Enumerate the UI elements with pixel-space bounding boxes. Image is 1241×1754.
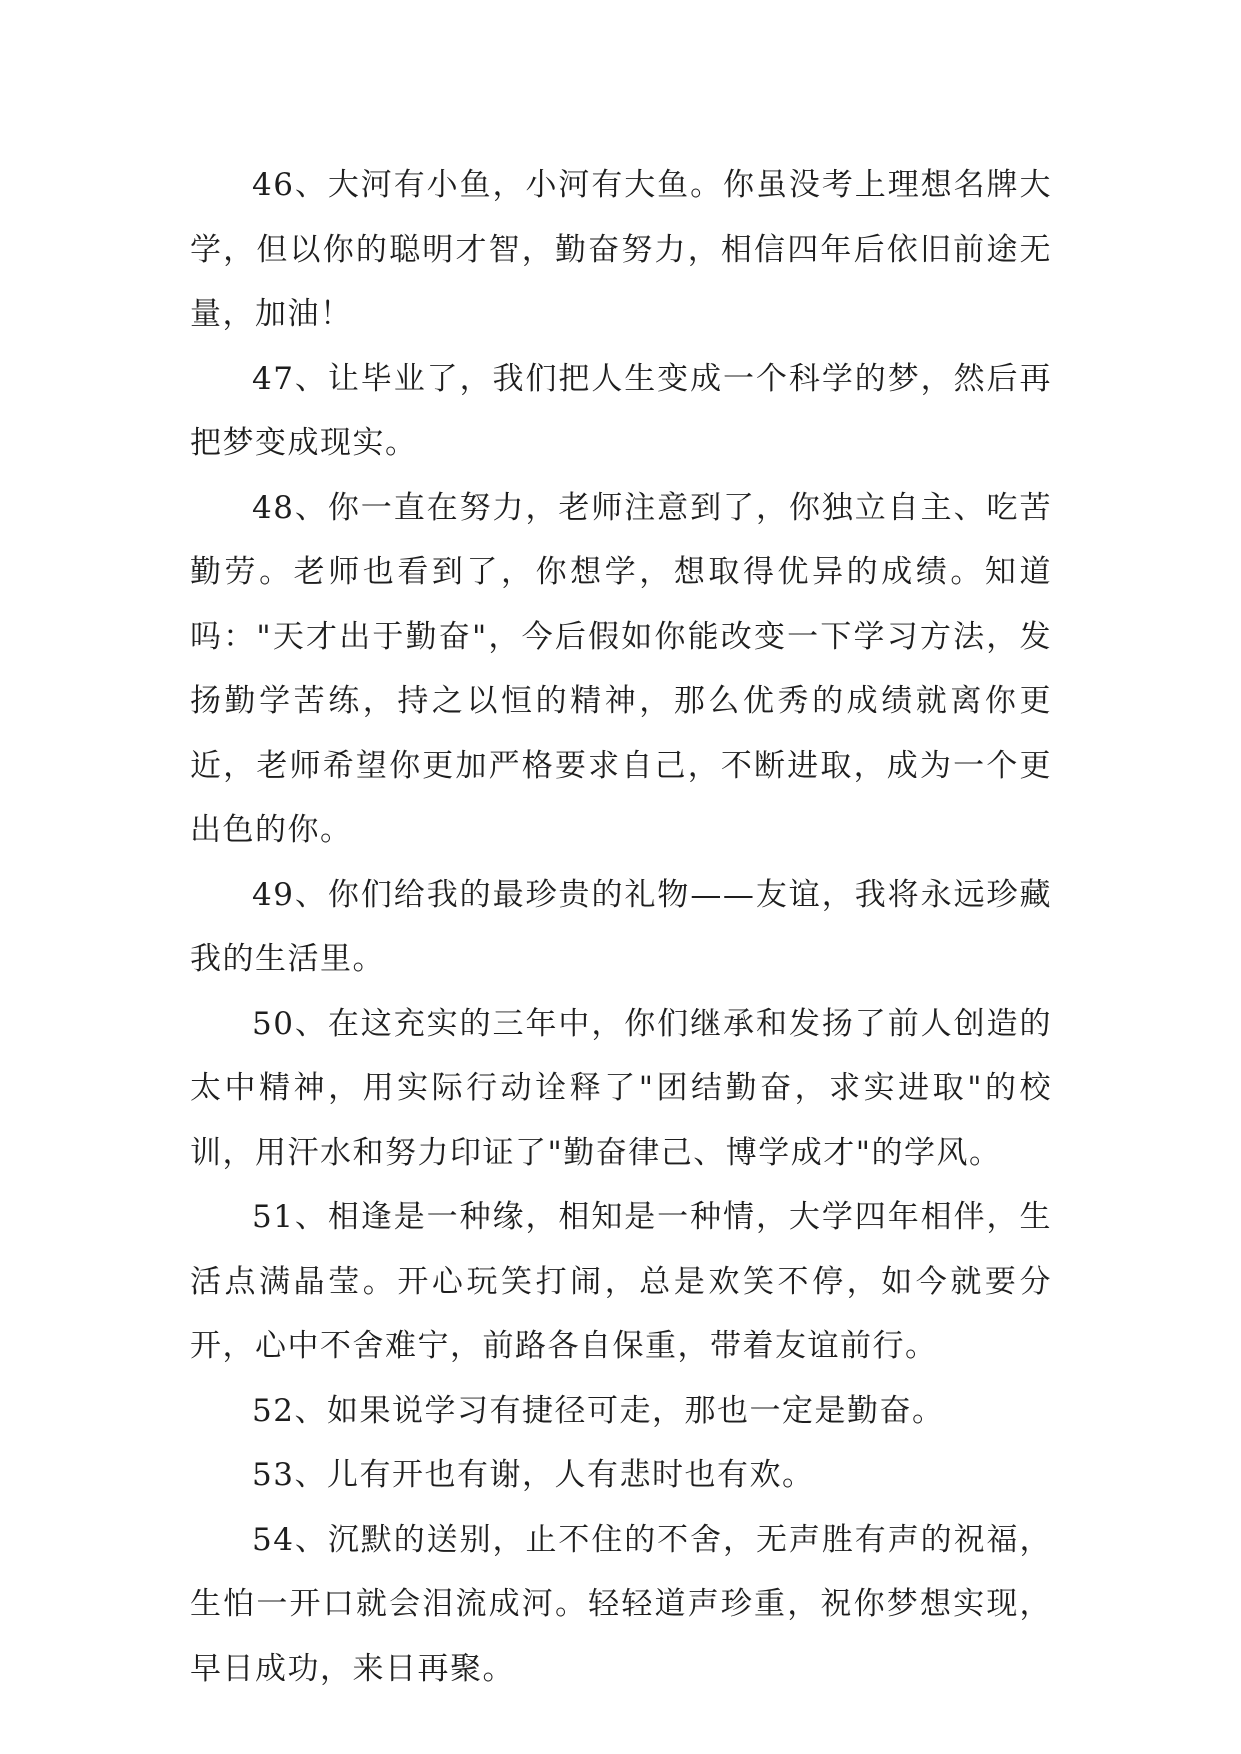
paragraph-54: 54、沉默的送别，止不住的不舍，无声胜有声的祝福，生怕一开口就会泪流成河。轻轻道声珍重，祝你梦想实现，早日成功，来日再聚。 xyxy=(190,1521,1052,1687)
paragraph-46: 46、大河有小鱼，小河有大鱼。你虽没考上理想名牌大学，但以你的聪明才智，勤奋努力，相信四年后依旧前途无量，加油！ xyxy=(190,167,1052,332)
paragraph-52: 52、如果说学习有捷径可走，那也一定是勤奋。 xyxy=(252,1392,945,1429)
paragraph-51: 51、相逢是一种缘，相知是一种情，大学四年相伴，生活点满晶莹。开心玩笑打闹，总是欢笑不停，如今就要分开，心中不舍难宁，前路各自保重，带着友谊前行。 xyxy=(190,1199,1052,1364)
paragraph-48: 48、你一直在努力，老师注意到了，你独立自主、吃苦勤劳。老师也看到了，你想学，想取得优异的成绩。知道吗："天才出于勤奋"，今后假如你能改变一下学习方法，发扬勤学苦练，持之以恒的精神，那么优秀的成绩就离你更近，老师希望你更加严格要求自己，不断进取，成为一个更出色的你。 xyxy=(190,489,1052,848)
paragraph-50: 50、在这充实的三年中，你们继承和发扬了前人创造的太中精神，用实际行动诠释了"团结勤奋，求实进取"的校训，用汗水和努力印证了"勤奋律己、博学成才"的学风。 xyxy=(190,1005,1052,1171)
paragraph-49: 49、你们给我的最珍贵的礼物——友谊，我将永远珍藏我的生活里。 xyxy=(190,876,1052,977)
paragraph-47: 47、让毕业了，我们把人生变成一个科学的梦，然后再把梦变成现实。 xyxy=(190,360,1052,461)
document-body xyxy=(190,153,1052,1701)
paragraph-53: 53、儿有开也有谢，人有悲时也有欢。 xyxy=(252,1457,815,1493)
